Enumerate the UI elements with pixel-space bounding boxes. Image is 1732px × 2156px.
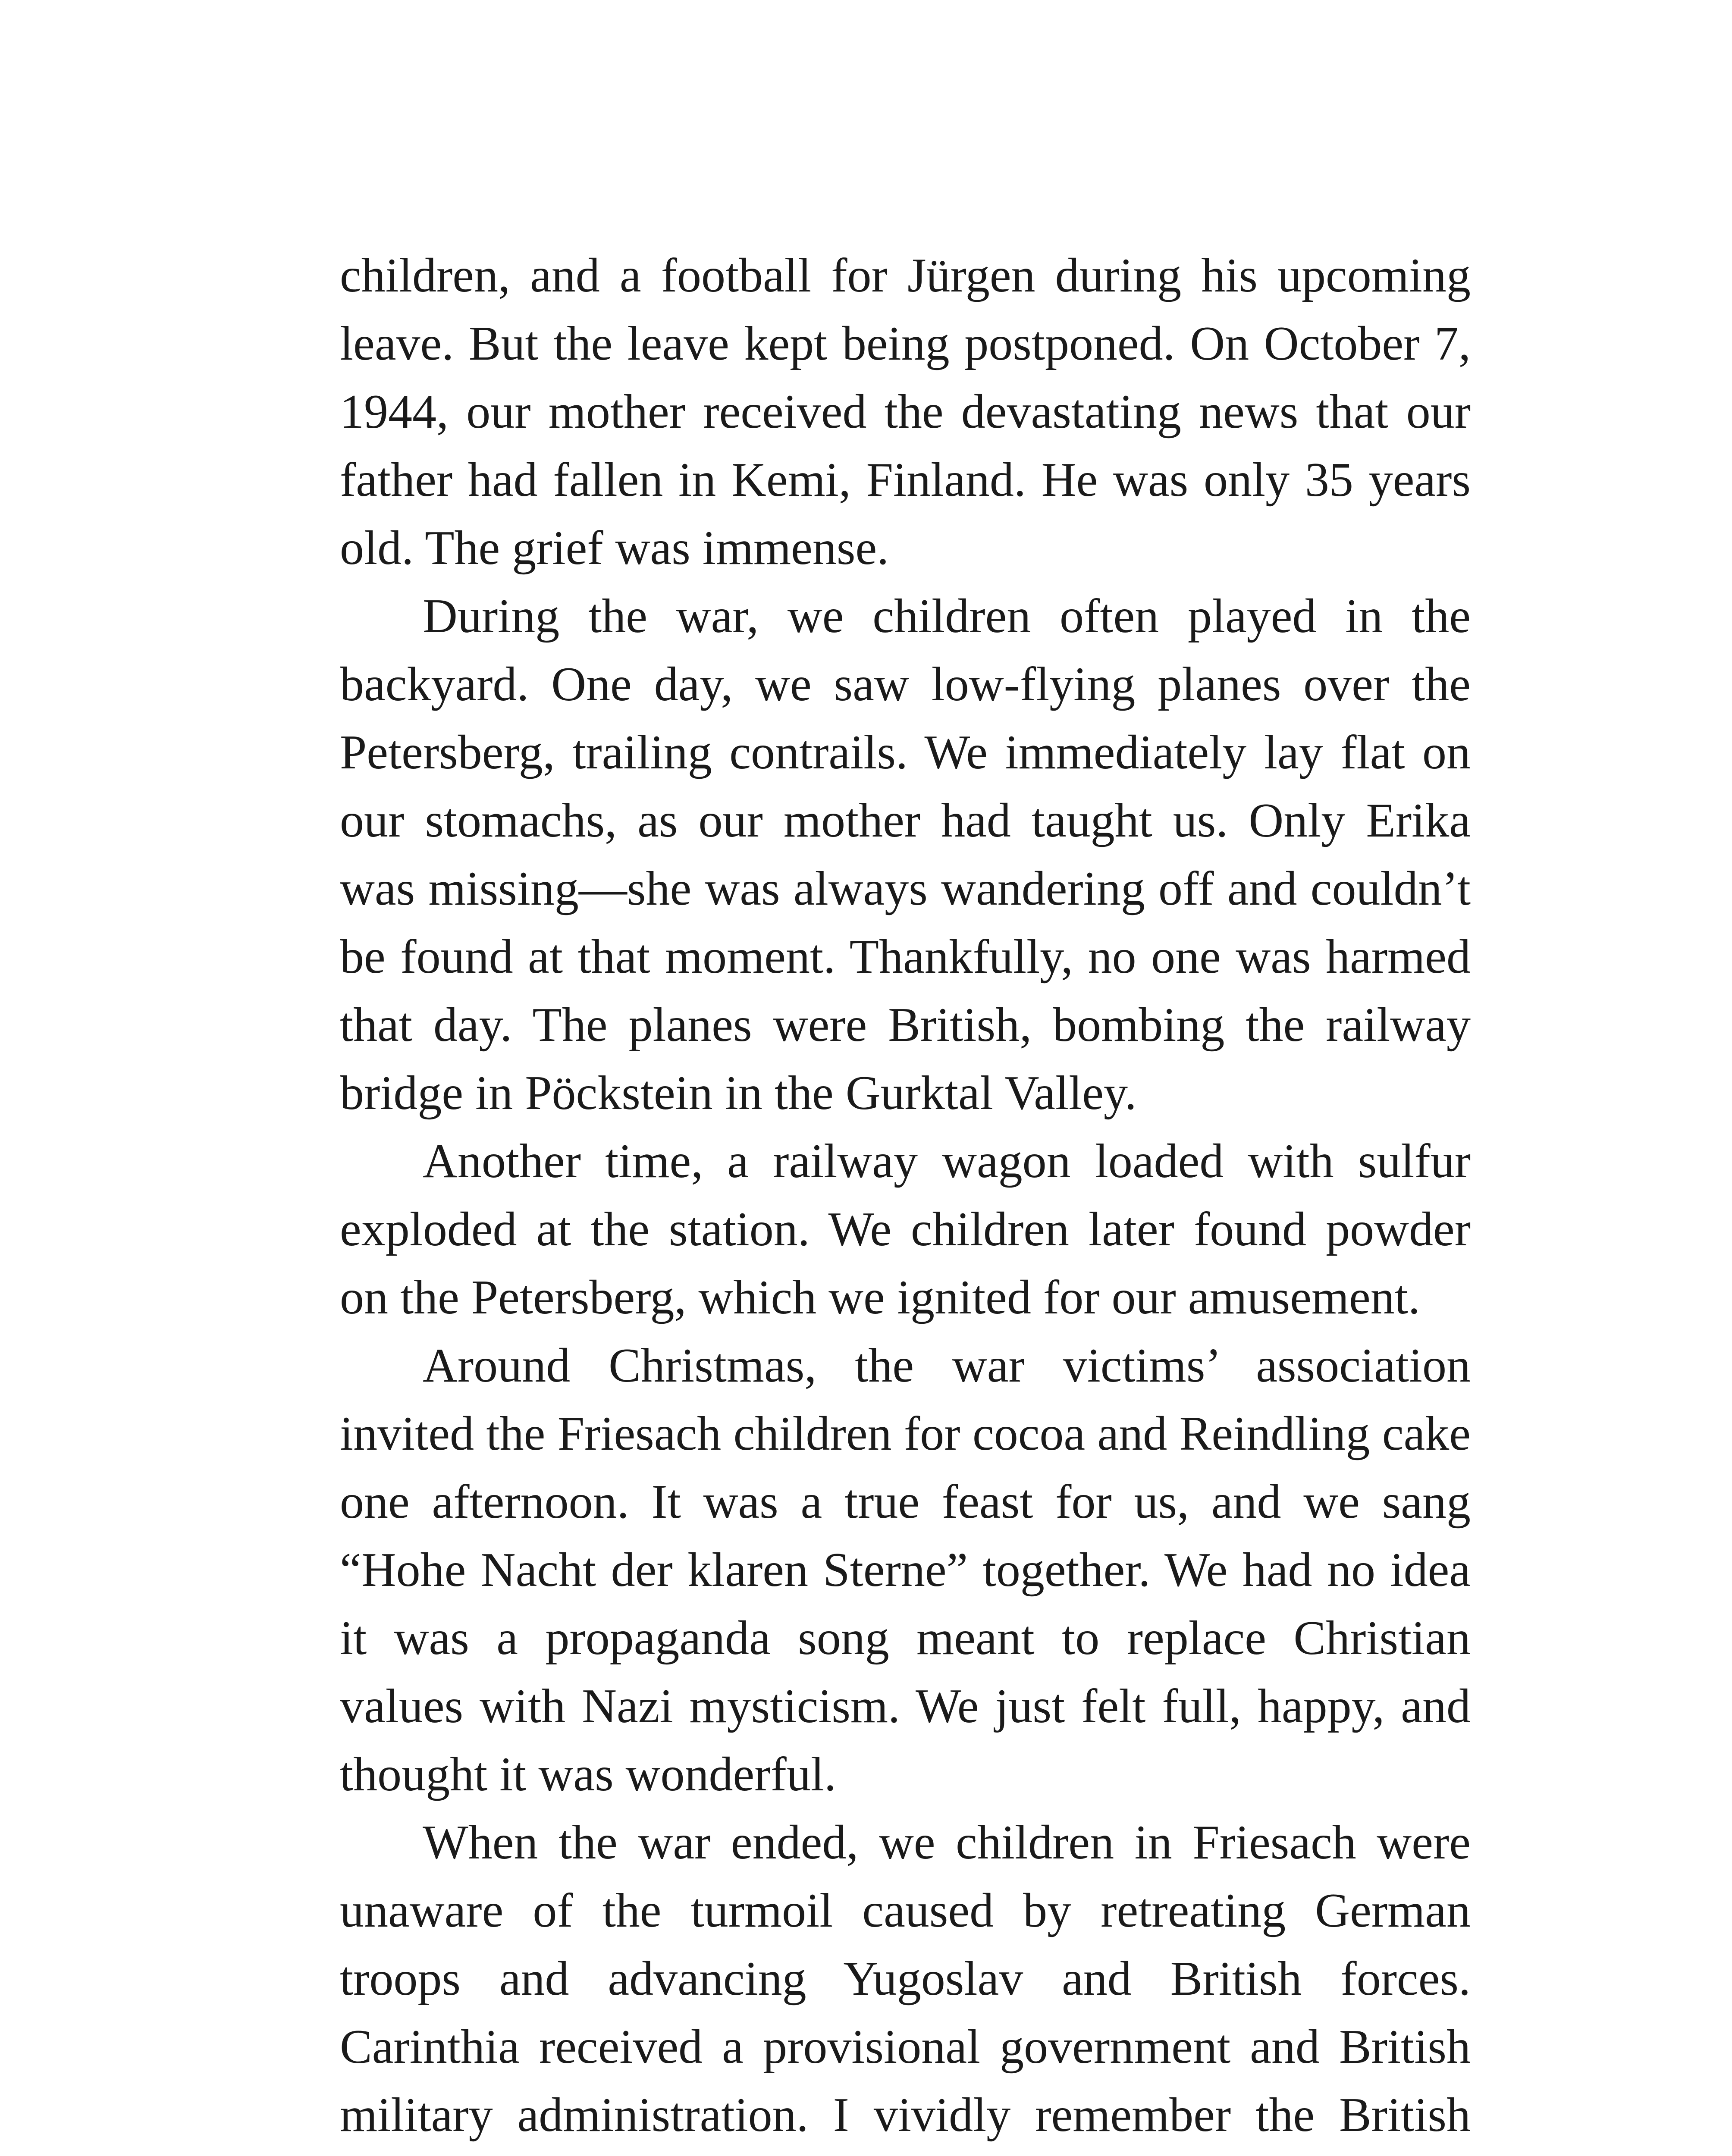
body-text — [340, 241, 1471, 2156]
paragraph-christmas: Around Christmas, the war victims’ association invited the Friesach children for cocoa and Reindling cake one afternoon. It was a true feast for us, and we sang “Hohe Nacht der klaren Sterne” together. We had no idea it was a propaganda song meant to replace Christian values with Nazi mysticism. We just felt full, happy, and thought it was wonderful. — [340, 1339, 1471, 1801]
paragraph-backyard-planes: During the war, we children often played in the backyard. One day, we saw low-flying planes over the Petersberg, trailing contrails. We immediately lay flat on our stomachs, as our mother had taught us. Only Erika was missing—she was always wandering off and couldn’t be found at that moment. Thankfully, no one was harmed that day. The planes were British, bombing the railway bridge in Pöckstein in the Gurktal Valley. — [340, 589, 1471, 1120]
paragraph-continuation: children, and a football for Jürgen during his upcoming leave. But the leave kept being postponed. On October 7, 1944, our mother received the devastating news that our father had fallen in Kemi, Finland. He was only 35 years old. The grief was immense. — [340, 249, 1471, 575]
paragraph-war-ended: When the war ended, we children in Friesach were unaware of the turmoil caused by retreating German troops and advancing Yugoslav and British forces. Carinthia received a provisional government and British military administration. I vividly remember the British — [340, 1816, 1471, 2142]
paragraph-sulfur-wagon: Another time, a railway wagon loaded with sulfur exploded at the station. We children later found powder on the Petersberg, which we ignited for our amusement. — [340, 1134, 1471, 1324]
